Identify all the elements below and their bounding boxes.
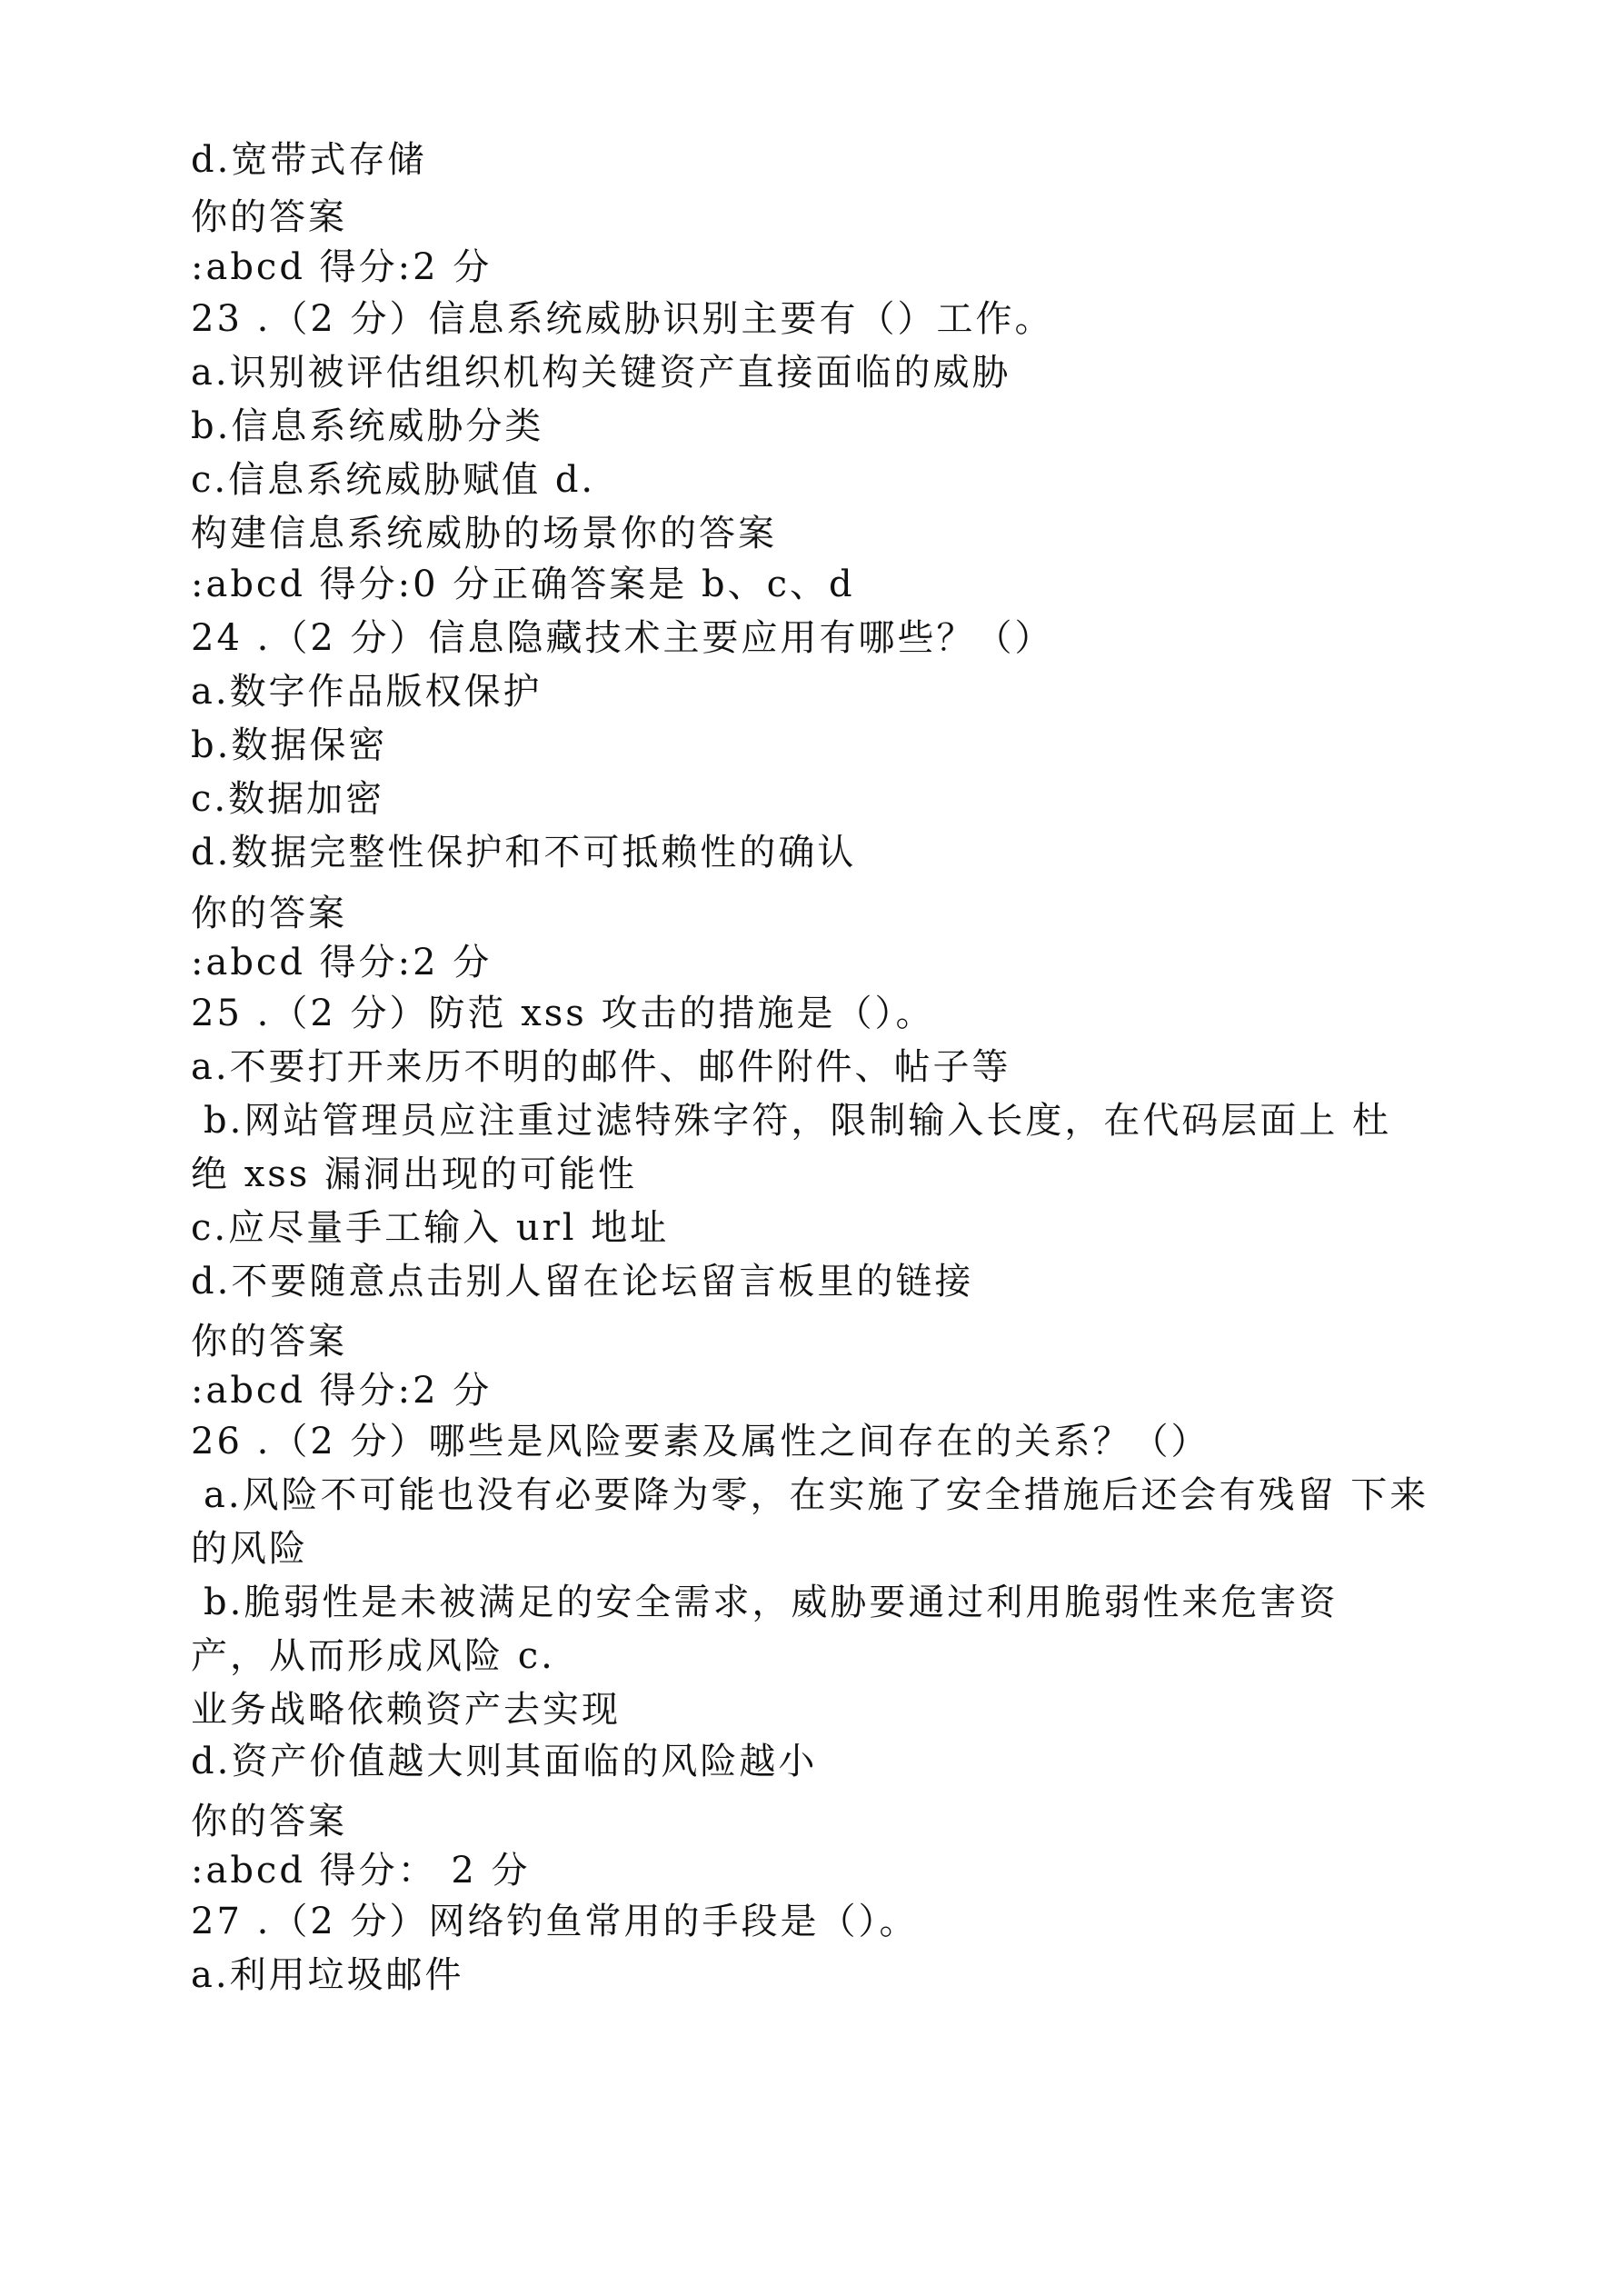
text-line-27: 的风险: [191, 1528, 308, 1570]
text-line-20: 绝 xss 漏洞出现的可能性: [191, 1153, 638, 1195]
text-line-18: a.不要打开来历不明的邮件、邮件附件、帖子等: [191, 1046, 1011, 1088]
text-line-1: d.宽带式存储: [191, 139, 427, 181]
text-line-22: d.不要随意点击别人留在论坛留言板里的链接: [191, 1261, 974, 1303]
text-line-15: 你的答案: [191, 893, 347, 934]
text-line-3: :abcd 得分:2 分: [191, 246, 493, 288]
text-line-26: a.风险不可能也没有必要降为零，在实施了安全措施后还会有残留 下来: [204, 1474, 1429, 1516]
text-line-34: 27 .（2 分）网络钓鱼常用的手段是（）。: [191, 1901, 919, 1942]
text-line-10: 24 .（2 分）信息隐藏技术主要应用有哪些？（）: [191, 617, 1054, 659]
text-line-19: b.网站管理员应注重过滤特殊字符，限制输入长度，在代码层面上 杜: [204, 1100, 1392, 1142]
text-line-32: 你的答案: [191, 1801, 347, 1842]
text-line-24: :abcd 得分:2 分: [191, 1370, 493, 1412]
text-line-7: c.信息系统威胁赋值 d.: [191, 459, 596, 501]
text-line-29: 产，从而形成风险 c.: [191, 1635, 555, 1677]
text-line-33: :abcd 得分： 2 分: [191, 1850, 531, 1892]
text-line-35: a.利用垃圾邮件: [191, 1954, 464, 1996]
text-line-21: c.应尽量手工输入 url 地址: [191, 1207, 670, 1249]
text-line-25: 26 .（2 分）哪些是风险要素及属性之间存在的关系？（）: [191, 1421, 1210, 1462]
text-line-5: a.识别被评估组织机构关键资产直接面临的威胁: [191, 352, 1011, 394]
text-line-8: 构建信息系统威胁的场景你的答案: [191, 513, 777, 554]
text-line-9: :abcd 得分:0 分正确答案是 b、c、d: [191, 564, 855, 605]
text-line-16: :abcd 得分:2 分: [191, 942, 493, 983]
text-line-2: 你的答案: [191, 196, 347, 238]
text-line-28: b.脆弱性是未被满足的安全需求，威胁要通过利用脆弱性来危害资: [204, 1582, 1339, 1623]
text-line-11: a.数字作品版权保护: [191, 671, 543, 713]
text-line-31: d.资产价值越大则其面临的风险越小: [191, 1741, 818, 1782]
text-line-17: 25 .（2 分）防范 xss 攻击的措施是（）。: [191, 993, 935, 1034]
text-line-23: 你的答案: [191, 1321, 347, 1363]
text-line-14: d.数据完整性保护和不可抵赖性的确认: [191, 832, 857, 873]
text-line-12: b.数据保密: [191, 724, 388, 766]
text-line-4: 23 .（2 分）信息系统威胁识别主要有（）工作。: [191, 298, 1054, 340]
text-line-6: b.信息系统威胁分类: [191, 405, 544, 447]
text-line-13: c.数据加密: [191, 778, 385, 820]
text-line-30: 业务战略依赖资产去实现: [191, 1689, 621, 1731]
